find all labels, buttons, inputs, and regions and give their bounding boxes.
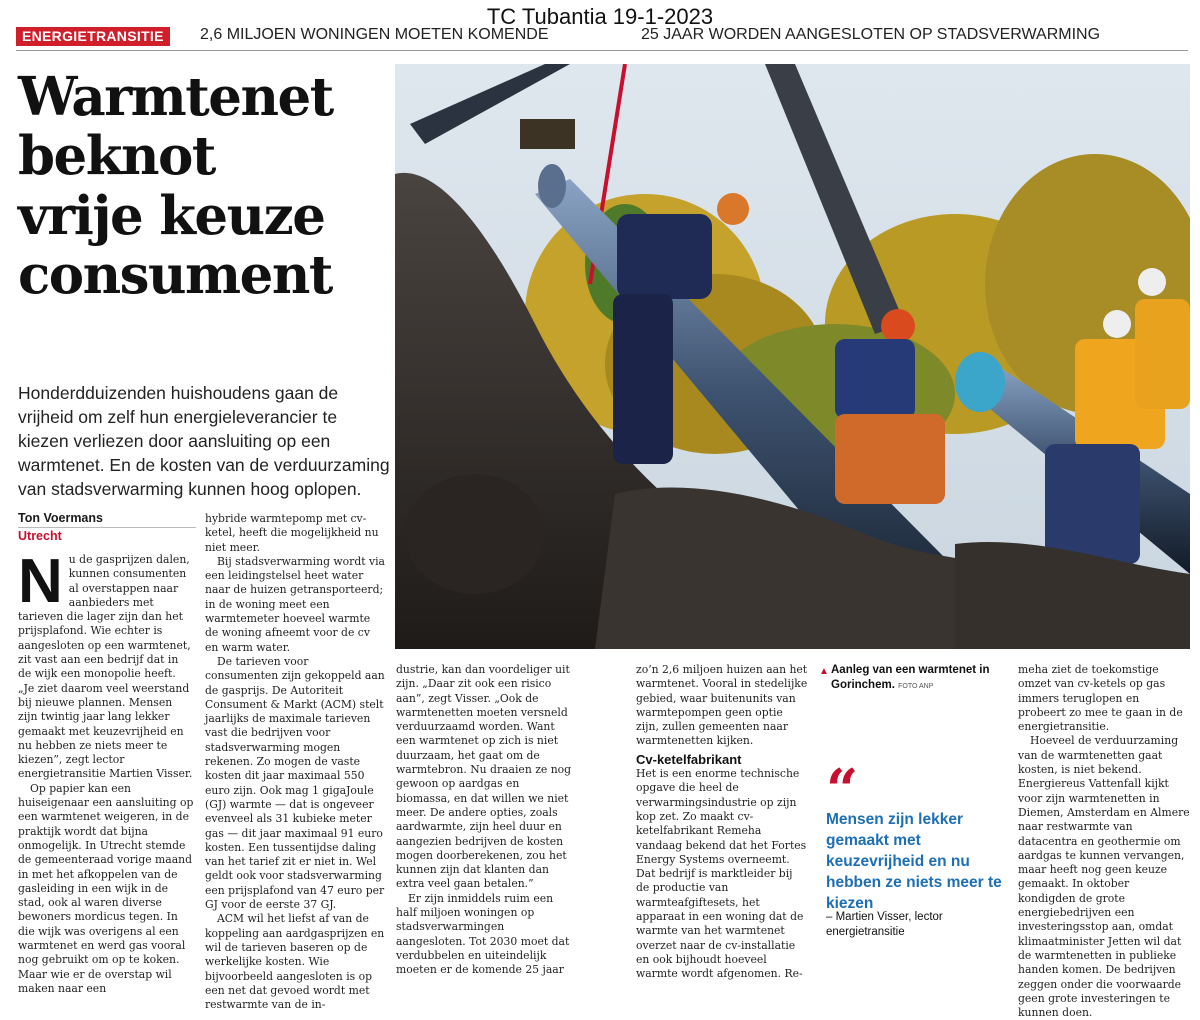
drop-cap: N	[18, 547, 63, 616]
photo-caption	[831, 663, 1001, 694]
paragraph: Hoeveel de verduurzaming van de warmtenetten gaat kosten, is niet bekend. Energiereus Vattenfall kijkt voor zijn warmtenetten in Diemen, Amsterdam en Almere naar restwarmte van datacentra en geothermie om aardgas te kunnen vervangen, maar heeft nog geen keuze gemaakt. In oktober kondigden de grote energiebedrijven een investeringsstop aan, omdat klimaatminister Jetten wil dat de warmtenetten in publieke handen komen. De bedrijven zeggen onder die voorwaarde geen grote investeringen te kunnen doen.	[1018, 734, 1190, 1020]
paragraph: Er zijn inmiddels ruim een half miljoen woningen op stadsverwarmingen aangesloten. Tot 2030 moet dat verdubbelen en uiteindelijk moeten er de komende 25 jaar	[396, 891, 570, 977]
pull-quote: Mensen zijn lekker gemaakt met keuzevrijheid en nu hebben ze niets meer te kiezen	[826, 811, 1002, 912]
paragraph: Bij stadsverwarming wordt via een leidingstelsel heet water naar de huizen getransporteerd; in de woning meet een warmtemeter hoeveel warmte de woning afneemt voor de cv en warm water.	[205, 554, 385, 654]
kicker-text-left: 2,6 MILJOEN WONINGEN MOETEN KOMENDE	[200, 26, 549, 43]
headline-line: beknot	[18, 125, 215, 188]
byline-author: Ton Voermans	[18, 511, 103, 525]
headline	[18, 68, 388, 305]
paragraph: Het is een enorme technische opgave die heel de verwarmingsindustrie op zijn kop zet. Zo maakt cv-ketelfabrikant Remeha vandaag bekend dat het Fortes Energy Systems overneemt. Dat bedrijf is marktleider bij de productie van warmteafgiftesets, het apparaat in een woning dat de warmte van het warmtenet overzet naar de cv-installatie en ook bijhoudt hoeveel warmte wordt afgenomen. Re-	[636, 767, 807, 981]
subheading: Cv-ketelfabrikant	[636, 751, 742, 767]
caption-text: Aanleg van een warmtenet in Gorinchem.	[831, 664, 990, 691]
source-label: TC Tubantia 19-1-2023	[486, 4, 714, 29]
byline-place: Utrecht	[18, 529, 62, 543]
paragraph-text: u de gasprijzen dalen, kunnen consumenten al overstappen naar aanbieders met tarieven die lager zijn dan het prijsplafond. Wie echter is aangesloten op een warmtenet, zit vast aan een bedrijf dat in de wijk een monopolie heeft. „Je ziet daarom veel weerstand bij nieuwe plannen. Mensen zijn twintig jaar lang lekker gemaakt met keuzevrijheid en nu hebben ze niets meer te kiezen”, zegt lector energietransitie Martien Visser.	[18, 553, 193, 781]
caption-marker: ▲	[819, 666, 829, 677]
article-column-1	[18, 547, 194, 996]
paragraph: De tarieven voor consumenten zijn gekoppeld aan de gasprijs. De Autoriteit Consument & Markt (ACM) stelt jaarlijks de maximale tarieven vast die bedrijven voor stadsverwarming mogen rekenen. Zo mogen de vaste kosten dit jaar maximaal 550 euro zijn. Ook mag 1 gigaJoule (GJ) warmte — dat is ongeveer evenveel als 31 kubieke meter gas — dit jaar maximaal 91 euro kosten. Een tussentijdse daling van het tarief zit er niet in. Wel geldt ook voor stadsverwarming een prijsplafond van 47 euro per GJ voor de eerste 37 GJ.	[205, 654, 385, 912]
quote-mark-icon: “	[826, 757, 859, 823]
headline-line: Warmtenet	[18, 66, 333, 128]
topic-tag: ENERGIETRANSITIE	[16, 27, 170, 46]
headline-line: vrije keuze	[18, 184, 325, 247]
article-column-4	[636, 663, 808, 982]
article-column-6	[1018, 663, 1190, 1020]
article-column-2	[205, 512, 385, 1012]
pull-quote-author: – Martien Visser, lector energietransitie	[826, 911, 943, 938]
paragraph	[18, 547, 194, 782]
headline-line: consument	[18, 244, 332, 307]
paragraph: hybride warmtepomp met cv-ketel, heeft die mogelijkheid nu niet meer.	[205, 512, 379, 554]
article-column-3	[396, 663, 572, 978]
header-divider	[16, 50, 1188, 51]
paragraph: ACM wil het liefst af van de koppeling aan aardgasprijzen en wil de tarieven baseren op de werkelijke kosten. Wie bijvoorbeeld aangesloten is op een net dat gevoed wordt met restwarmte van de in-	[205, 912, 385, 1012]
intro-paragraph: Honderdduizenden huishoudens gaan de vrijheid om zelf hun energieleverancier te kiezen verliezen door aansluiting op een warmtenet. En de kosten van de verduurzaming van stadsverwarming kunnen hoog oplopen.	[18, 383, 390, 499]
photo-credit: FOTO ANP	[898, 683, 934, 690]
kicker-text-right: 25 JAAR WORDEN AANGESLOTEN OP STADSVERWARMING	[641, 26, 1101, 43]
photo-illustration	[395, 64, 1190, 649]
paragraph: dustrie, kan dan voordeliger uit zijn. „Daar zit ook een risico aan”, zegt Visser. „Ook de warmtenetten moeten versneld verduurzaamd worden. Want een warmtenet op zich is niet duurzaam, het gaat om de warmtebron. Nu draaien ze nog gewoon op aardgas en biomassa, en dat willen we niet meer. De andere opties, zoals aardwarmte, zijn heel duur en aangezien bedrijven de kosten mogen doorberekenen, zou het kunnen zijn dat klanten dan extra veel gaan betalen.”	[396, 663, 572, 891]
paragraph: meha ziet de toekomstige omzet van cv-ketels op gas immers teruglopen en probeert zo mee te gaan in de energietransitie.	[1018, 663, 1183, 734]
paragraph: Op papier kan een huiseigenaar een aansluiting op een warmtenet weigeren, in de praktijk wordt dat bijna onmogelijk. In Utrecht stemde de gemeenteraad vorige maand in met het afkoppelen van de gasleiding in een wijk in de stad, ook al waren diverse bewoners mordicus tegen. In die wijk was overigens al een warmtenet en werd gas vooral nog gebruikt om op te koken. Maar wie er de overstap wil maken naar een	[18, 781, 194, 995]
construction-photo	[395, 64, 1190, 649]
paragraph: zo’n 2,6 miljoen huizen aan het warmtenet. Vooral in stedelijke gebied, waar buitenunits van warmtepompen geen optie zijn, zullen gemeenten naar warmtenetten kijken.	[636, 663, 808, 748]
byline-divider	[18, 527, 196, 528]
